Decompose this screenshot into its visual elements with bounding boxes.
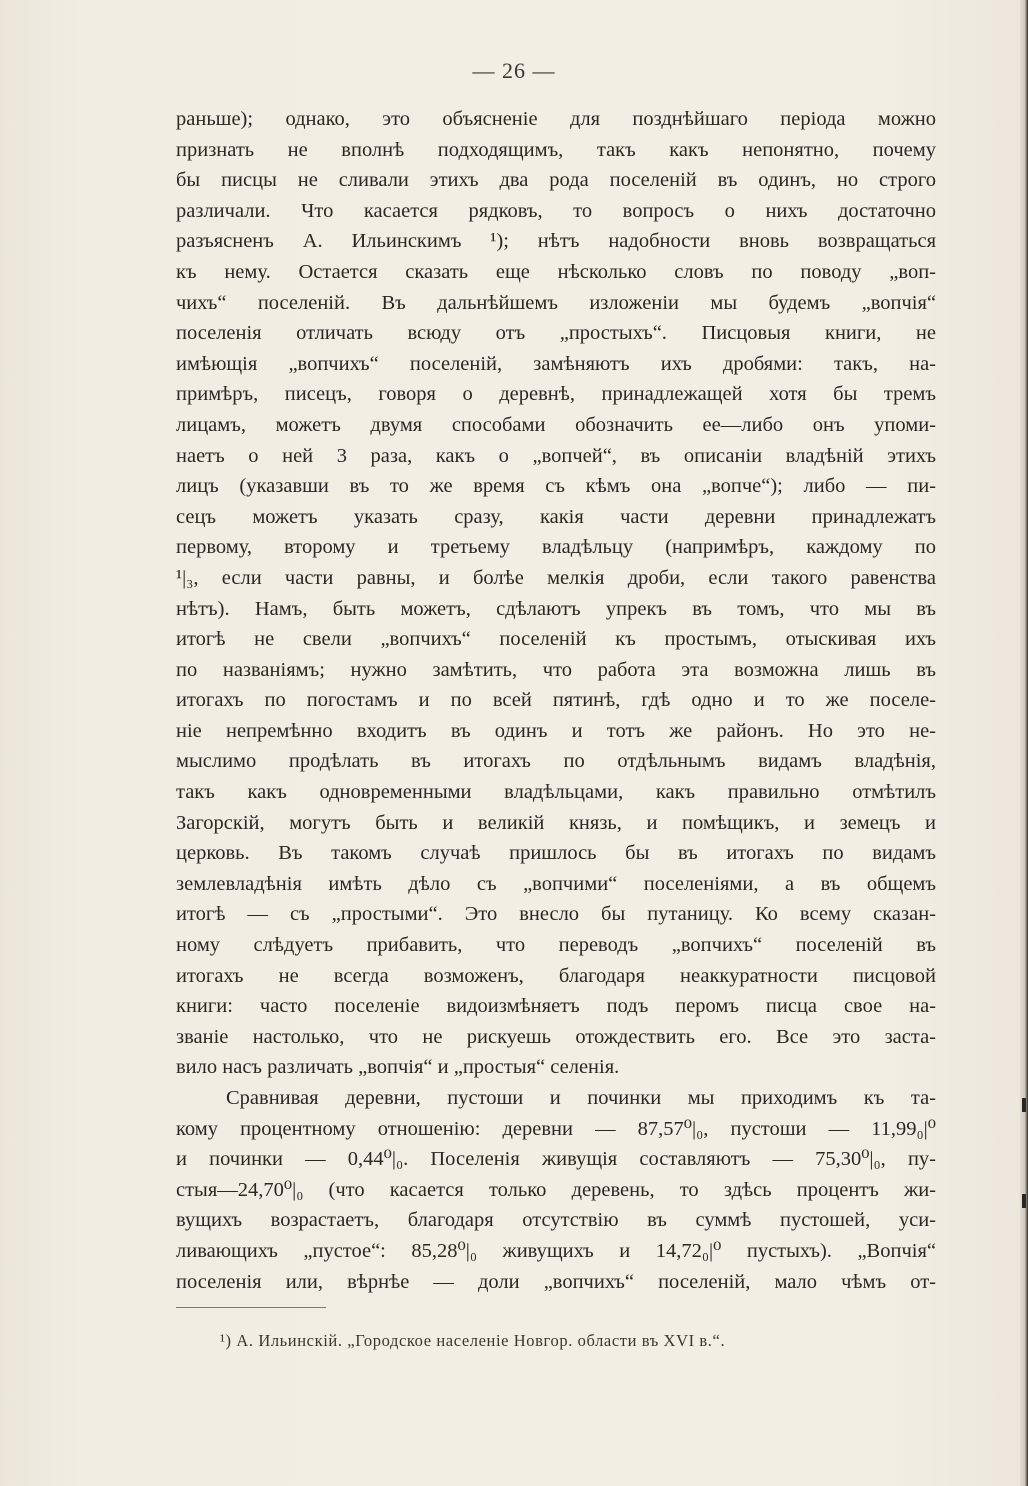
text-line: поселенія или, вѣрнѣе — доли „вопчихъ“ поселеній, мало чѣмъ от- (176, 1270, 936, 1293)
text-line: разъясненъ А. Ильинскимъ ¹); нѣтъ надобности вновь возвращаться (176, 230, 936, 253)
text-line: по названіямъ; нужно замѣтить, что работа эта возможна лишь въ (176, 658, 936, 681)
text-line: раньше); однако, это объясненіе для позднѣйшаго періода можно (176, 108, 936, 130)
text-line: ливающихъ „пустое“: 85,28⁰|₀ живущихъ и 14,72₀|⁰ пустыхъ). „Вопчія“ (176, 1239, 936, 1262)
text-line: церковь. Въ такомъ случаѣ пришлось бы въ итогахъ по видамъ (176, 842, 936, 865)
text-line: лицамъ, можетъ двумя способами обозначить ее—либо онъ упоми- (176, 413, 936, 436)
text-line: сецъ можетъ указать сразу, какія части деревни принадлежатъ (176, 505, 936, 528)
text-line: поселенія отличать всюду отъ „простыхъ“. Писцовыя книги, не (176, 322, 936, 345)
text-line: кому процентному отношенію: деревни — 87,57⁰|₀, пустоши — 11,99₀|⁰ (176, 1117, 936, 1140)
text-line: наетъ о ней 3 раза, какъ о „вопчей“, въ описаніи владѣній этихъ (176, 444, 936, 467)
paragraph (176, 1083, 936, 1297)
text-line: ному слѣдуетъ прибавить, что переводъ „вопчихъ“ поселеній въ (176, 934, 936, 957)
text-line: примѣръ, писецъ, говоря о деревнѣ, принадлежащей хотя бы тремъ (176, 383, 936, 406)
text-line: итогѣ — съ „простыми“. Это внесло бы путаницу. Ко всему сказан- (176, 903, 936, 926)
text-line: землевладѣнія имѣть дѣло съ „вопчими“ поселеніями, а въ общемъ (176, 872, 936, 895)
text-line: Сравнивая деревни, пустоши и починки мы приходимъ къ та- (226, 1087, 936, 1109)
text-line: нѣтъ). Намъ, быть можетъ, сдѣлаютъ упрекъ въ томъ, что мы въ (176, 597, 936, 620)
text-line: итогѣ не свели „вопчихъ“ поселеній къ простымъ, отыскивая ихъ (176, 628, 936, 651)
text-line: чихъ“ поселеній. Въ дальнѣйшемъ изложеніи мы будемъ „вопчія“ (176, 291, 936, 314)
text-line: имѣющія „вопчихъ“ поселеній, замѣняютъ ихъ дробями: такъ, на- (176, 352, 936, 375)
text-line: вущихъ возрастаетъ, благодаря отсутствію въ суммѣ пустошей, уси- (176, 1209, 936, 1232)
text-line: стыя—24,70⁰|₀ (что касается только деревень, то здѣсь процентъ жи- (176, 1178, 936, 1201)
text-line: къ нему. Остается сказать еще нѣсколько словъ по поводу „воп- (176, 260, 936, 283)
text-line: мыслимо продѣлать въ итогахъ по отдѣльнымъ видамъ владѣнія, (176, 750, 936, 773)
main-text (176, 104, 936, 1297)
text-line: ¹|₃, если части равны, и болѣе мелкія дроби, если такого равенства (176, 566, 936, 589)
text-line: итогахъ по погостамъ и по всей пятинѣ, гдѣ одно и то же поселе- (176, 689, 936, 712)
text-line: такъ какъ одновременными владѣльцами, какъ правильно отмѣтилъ (176, 781, 936, 804)
text-line: итогахъ не всегда возможенъ, благодаря неаккуратности писцовой (176, 964, 936, 987)
text-line: Загорскій, могутъ быть и великій князь, и помѣщикъ, и земецъ и (176, 811, 936, 834)
text-line: вило насъ различать „вопчія“ и „простыя“ селенія. (176, 1056, 620, 1079)
text-line: признать не вполнѣ подходящимъ, такъ какъ непонятно, почему (176, 138, 936, 161)
page-edge (1020, 0, 1028, 1486)
text-line: званіе настолько, что не рискуешь отождествить его. Все это заста- (176, 1025, 936, 1048)
text-line: лицъ (указавши въ то же время съ кѣмъ она „вопче“); либо — пи- (176, 475, 936, 498)
footnote: ¹) А. Ильинскій. „Городское населеніе Новгор. области въ XVI в.“. (220, 1331, 726, 1350)
text-line: ніе непремѣнно входитъ въ одинъ и тотъ же районъ. Но это не- (176, 719, 936, 742)
footnote-divider (176, 1307, 326, 1308)
text-line: и починки — 0,44⁰|₀. Поселенія живущія составляютъ — 75,30⁰|₀, пу- (176, 1148, 936, 1171)
edge-mark (1022, 1194, 1026, 1208)
page-number: — 26 — (472, 58, 556, 83)
text-line: различали. Что касается рядковъ, то вопросъ о нихъ достаточно (176, 199, 936, 222)
text-line: книги: часто поселеніе видоизмѣняетъ подъ перомъ писца свое на- (176, 995, 936, 1018)
text-line: первому, второму и третьему владѣльцу (напримѣръ, каждому по (176, 536, 936, 559)
text-line: бы писцы не сливали этихъ два рода поселеній въ одинъ, но строго (176, 169, 936, 192)
paragraph (176, 104, 936, 1083)
edge-mark (1022, 1098, 1026, 1112)
